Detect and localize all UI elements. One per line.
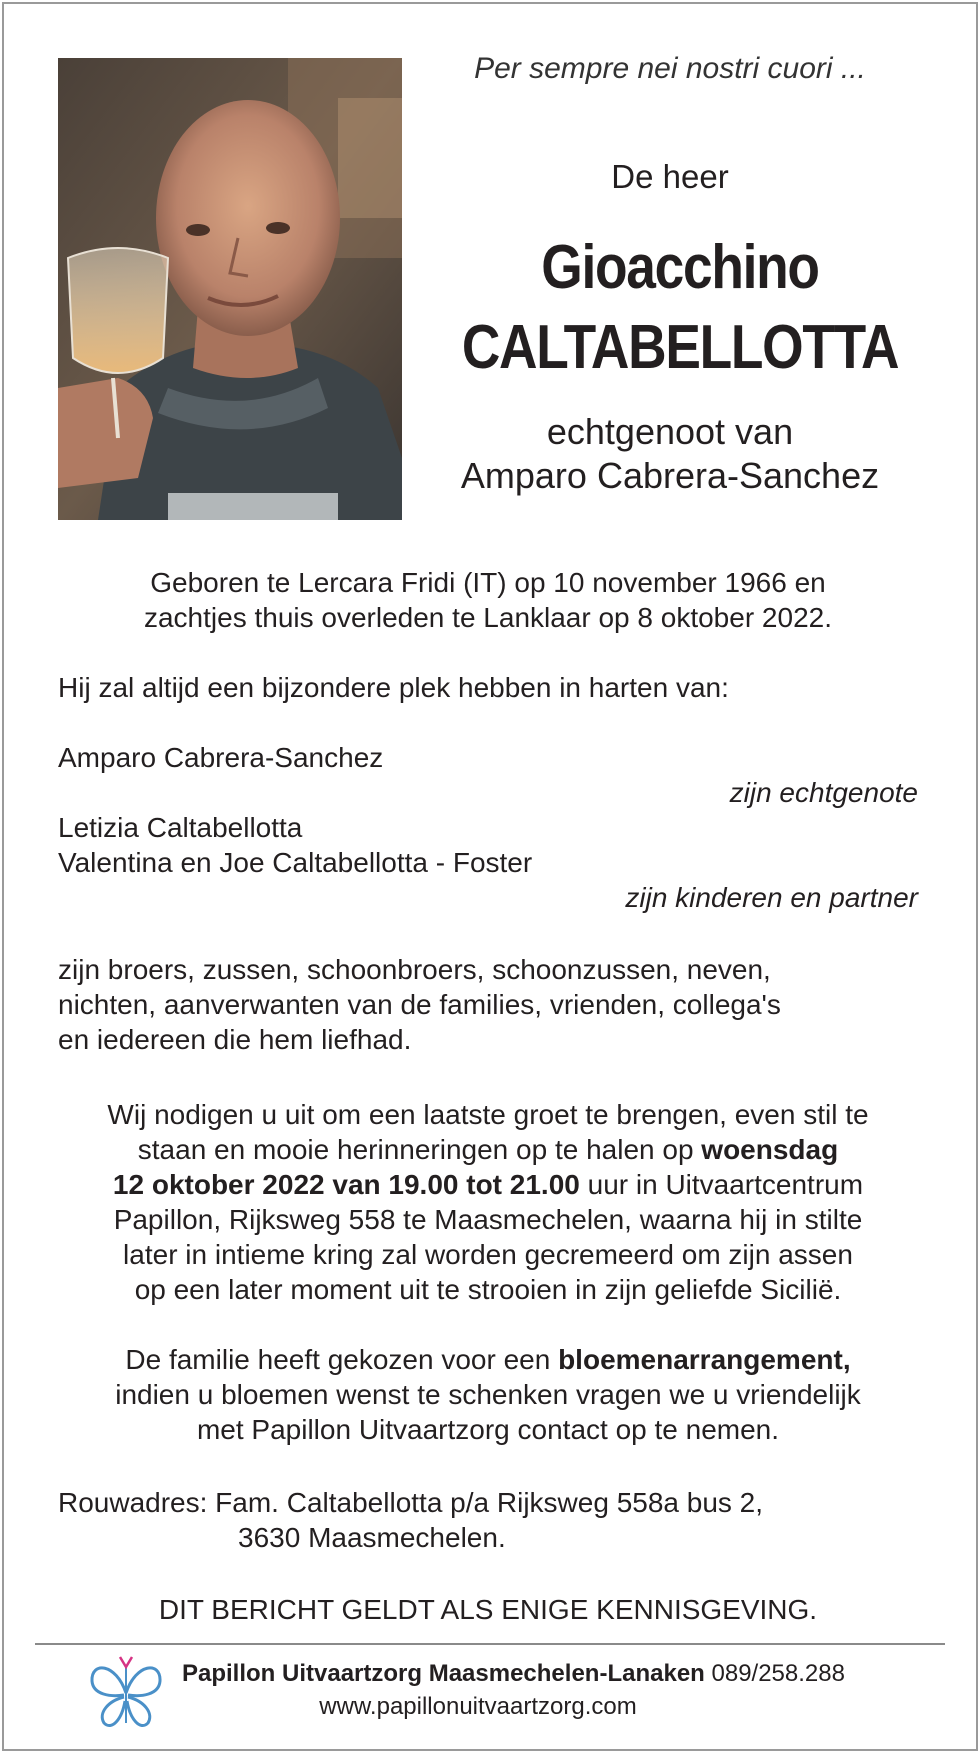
invitation-date-time: 12 oktober 2022 van 19.00 tot 21.00 bbox=[112, 1169, 580, 1200]
flowers-text bbox=[58, 1342, 918, 1447]
first-name: Gioacchino bbox=[541, 233, 819, 302]
flowers-line bbox=[58, 1342, 918, 1377]
child-name: Valentina en Joe Caltabellotta - Foster bbox=[58, 847, 533, 878]
invitation-line: Wij nodigen u uit om een laatste groet te brengen, even stil te bbox=[107, 1099, 869, 1130]
salutation: De heer bbox=[611, 158, 729, 195]
tagline: Per sempre nei nostri cuori ... bbox=[474, 52, 866, 85]
footer-divider bbox=[35, 1643, 945, 1645]
invitation-line: Papillon, Rijksweg 558 te Maasmechelen, waarna hij in stilte bbox=[113, 1204, 863, 1235]
company-phone: 089/258.288 bbox=[704, 1660, 845, 1687]
intro-text: Hij zal altijd een bijzondere plek hebben in harten van: bbox=[58, 672, 729, 703]
company-website: www.papillonuitvaartzorg.com bbox=[319, 1693, 637, 1720]
address-line: Rouwadres: Fam. Caltabellotta p/a Rijksweg 558a bus 2, bbox=[58, 1487, 764, 1518]
mourning-address bbox=[58, 1485, 918, 1555]
invitation-line: op een later moment uit te strooien in zijn geliefde Sicilië. bbox=[134, 1274, 842, 1305]
relatives-line: nichten, aanverwanten van de families, vrienden, collega's bbox=[58, 989, 781, 1020]
relatives-line: zijn broers, zussen, schoonbroers, schoonzussen, neven, bbox=[58, 954, 771, 985]
flowers-emphasis: bloemenarrangement, bbox=[558, 1344, 851, 1375]
spouse-name: Amparo Cabrera-Sanchez bbox=[58, 742, 384, 773]
child-name: Letizia Caltabellotta bbox=[58, 812, 303, 843]
family-list bbox=[58, 740, 918, 915]
invitation-line bbox=[58, 1132, 918, 1167]
address-line: 3630 Maasmechelen. bbox=[238, 1522, 506, 1553]
notice-text: DIT BERICHT GELDT ALS ENIGE KENNISGEVING. bbox=[158, 1594, 818, 1625]
portrait-photo bbox=[58, 58, 402, 520]
flowers-line: indien u bloemen wenst te schenken vragen we u vriendelijk bbox=[115, 1379, 861, 1410]
invitation-text-segment: staan en mooie herinneringen op te halen op bbox=[137, 1134, 702, 1165]
children-role: zijn kinderen en partner bbox=[625, 882, 918, 913]
invitation-line bbox=[58, 1167, 918, 1202]
relation-label: echtgenoot van bbox=[546, 411, 794, 452]
death-line: zachtjes thuis overleden te Lanklaar op 8 oktober 2022. bbox=[143, 602, 832, 633]
relatives-text bbox=[58, 952, 918, 1057]
company-name: Papillon Uitvaartzorg Maasmechelen-Lanaken bbox=[182, 1660, 705, 1687]
deceased-name bbox=[456, 228, 903, 388]
birth-line: Geboren te Lercara Fridi (IT) op 10 november 1966 en bbox=[150, 567, 826, 598]
invitation-line: later in intieme kring zal worden gecremeerd om zijn assen bbox=[123, 1239, 853, 1270]
flowers-line: met Papillon Uitvaartzorg contact op te nemen. bbox=[196, 1414, 780, 1445]
spouse-role: zijn echtgenote bbox=[729, 777, 918, 808]
invitation-date-day: woensdag bbox=[701, 1134, 839, 1165]
flowers-text-segment: De familie heeft gekozen voor een bbox=[125, 1344, 559, 1375]
relatives-line: en iedereen die hem liefhad. bbox=[58, 1024, 412, 1055]
invitation-text-segment: uur in Uitvaartcentrum bbox=[579, 1169, 864, 1200]
footer-company-line bbox=[182, 1660, 845, 1688]
invitation-text bbox=[58, 1097, 918, 1307]
relation-name: Amparo Cabrera-Sanchez bbox=[460, 455, 880, 496]
butterfly-logo-icon bbox=[86, 1653, 166, 1733]
spouse-relation bbox=[420, 410, 920, 498]
birth-death-info bbox=[58, 565, 918, 635]
last-name: CALTABELLOTTA bbox=[461, 313, 899, 382]
